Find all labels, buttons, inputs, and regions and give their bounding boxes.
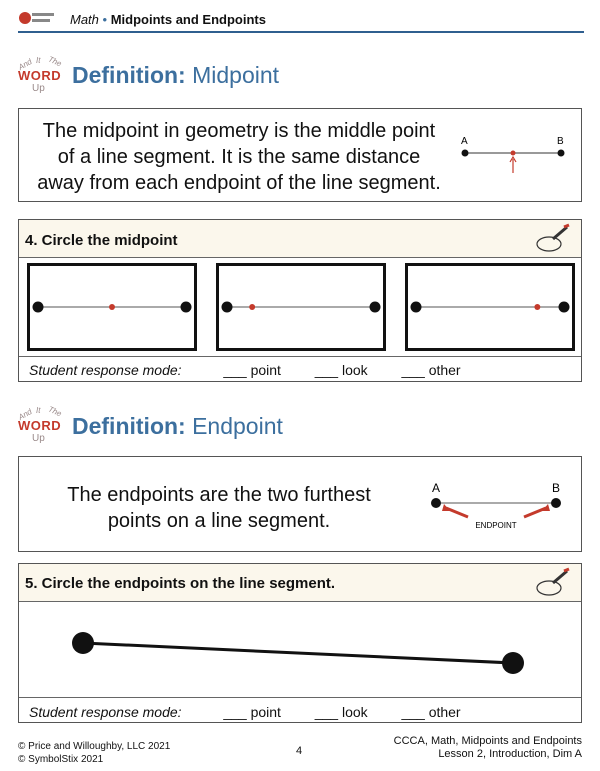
panel-endpoint: [33, 302, 44, 313]
word-up-word: WORD: [18, 418, 62, 433]
midpoint-panel-1[interactable]: [27, 263, 197, 351]
diagram-endpoint-a: [431, 498, 441, 508]
response-blank[interactable]: ___: [223, 362, 247, 378]
word-up-up: Up: [32, 83, 45, 94]
activity-5-title: 5. Circle the endpoints on the line segment.: [25, 575, 336, 592]
panel-endpoint: [222, 302, 233, 313]
endpoint-segment: [59, 628, 539, 678]
footer-lesson-line: Lesson 2, Introduction, Dim A: [438, 748, 582, 760]
response-option-look[interactable]: look: [341, 362, 368, 378]
diagram-label-b: B: [557, 136, 564, 147]
header-rule: [18, 31, 584, 33]
panel-midpoint[interactable]: [534, 304, 540, 310]
definition-line: away from each endpoint of the line segment.: [37, 172, 441, 194]
definition-line: The midpoint in geometry is the middle point: [42, 120, 436, 142]
response-divider: [19, 697, 581, 698]
header-separator: •: [102, 12, 108, 27]
response-option-point[interactable]: point: [250, 704, 281, 720]
panel-midpoint[interactable]: [109, 304, 115, 310]
endpoint-definition-title: [72, 413, 283, 440]
page-header: [18, 6, 584, 32]
segment-endpoint-right[interactable]: [502, 652, 524, 674]
diagram-midpoint: [511, 151, 516, 156]
activity-4-header: [19, 220, 581, 258]
endpoint-caption: ENDPOINT: [475, 521, 517, 530]
word-up-and: And: [16, 57, 34, 72]
page-number: 4: [296, 745, 303, 757]
panel-3-segment: [408, 266, 572, 348]
header-subject: Math: [70, 12, 99, 27]
response-option-look[interactable]: look: [341, 704, 368, 720]
panel-midpoint[interactable]: [249, 304, 255, 310]
word-up-up: Up: [32, 433, 45, 444]
copyright-symbolstix: © SymbolStix 2021: [18, 754, 104, 765]
response-option-other[interactable]: other: [428, 704, 461, 720]
definition-label: Definition:: [72, 413, 186, 439]
endpoint-diagram: [424, 477, 574, 539]
copyright-price: © Price and Willoughby, LLC 2021: [18, 741, 171, 752]
response-blank[interactable]: ___: [314, 704, 339, 720]
definition-line: of a line segment. It is the same distance: [57, 146, 421, 168]
diagram-label-a: A: [461, 136, 468, 147]
response-blank[interactable]: ___: [314, 362, 339, 378]
response-divider: [19, 356, 581, 357]
response-blank[interactable]: ___: [401, 362, 425, 378]
panel-endpoint: [559, 302, 570, 313]
word-up-it: It: [36, 406, 41, 415]
midpoint-panel-3[interactable]: [405, 263, 575, 351]
response-blank[interactable]: ___: [401, 704, 425, 720]
panel-endpoint: [181, 302, 192, 313]
diagram-endpoint-b: [551, 498, 561, 508]
endpoint-diagram-svg: [424, 477, 574, 539]
response-option-other[interactable]: other: [428, 362, 461, 378]
midpoint-panel-2[interactable]: [216, 263, 386, 351]
footer-copyright: [18, 740, 170, 766]
panel-endpoint: [411, 302, 422, 313]
definition-term: Endpoint: [192, 413, 283, 439]
midpoint-diagram: [459, 129, 579, 189]
midpoint-definition-title: [72, 62, 279, 89]
response-option-point[interactable]: point: [250, 362, 281, 378]
activity-4-box: [18, 219, 582, 382]
diagram-endpoint-a: [462, 150, 469, 157]
header-title: [70, 12, 266, 27]
midpoint-definition-text: [19, 118, 459, 196]
header-topic: Midpoints and Endpoints: [110, 12, 266, 27]
midpoint-diagram-svg: [459, 129, 579, 189]
endpoint-arrow-left: [446, 508, 468, 517]
endpoint-arrow-right: [524, 508, 546, 517]
definition-line: The endpoints are the two furthest: [67, 484, 371, 506]
activity-5-header: [19, 564, 581, 602]
circle-pencil-icon: [533, 567, 573, 599]
diagram-endpoint-b: [558, 150, 565, 157]
response-mode-label: Student response mode:: [29, 362, 182, 378]
panel-endpoint: [370, 302, 381, 313]
panel-2-segment: [219, 266, 383, 348]
response-blank[interactable]: ___: [223, 704, 247, 720]
definition-label: Definition:: [72, 62, 186, 88]
diagram-label-a: A: [432, 481, 441, 495]
word-up-the: The: [46, 54, 64, 69]
response-mode-row: [29, 362, 461, 378]
word-up-logo: [18, 406, 64, 446]
diagram-label-b: B: [552, 481, 561, 495]
activity-5-box: [18, 563, 582, 723]
word-up-it: It: [36, 56, 41, 65]
definition-term: Midpoint: [192, 62, 280, 88]
response-mode-label: Student response mode:: [29, 704, 182, 720]
midpoint-definition-box: [18, 108, 582, 202]
endpoint-definition-text: [19, 482, 419, 534]
response-mode-row: [29, 704, 461, 720]
word-up-word: WORD: [18, 68, 62, 83]
segment-endpoint-left[interactable]: [72, 632, 94, 654]
segment-line: [83, 643, 513, 663]
word-up-the: The: [46, 404, 64, 419]
endpoint-definition-box: [18, 456, 582, 552]
symbolstix-logo: [18, 9, 56, 27]
footer-course: CCCA, Math, Midpoints and Endpoints: [393, 735, 582, 747]
footer-lesson: [394, 735, 582, 761]
definition-line: points on a line segment.: [107, 510, 331, 532]
activity-4-title: 4. Circle the midpoint: [25, 232, 178, 249]
panel-1-segment: [30, 266, 194, 348]
circle-pencil-icon: [533, 223, 573, 255]
word-up-and: And: [16, 407, 34, 422]
word-up-logo: [18, 56, 64, 96]
